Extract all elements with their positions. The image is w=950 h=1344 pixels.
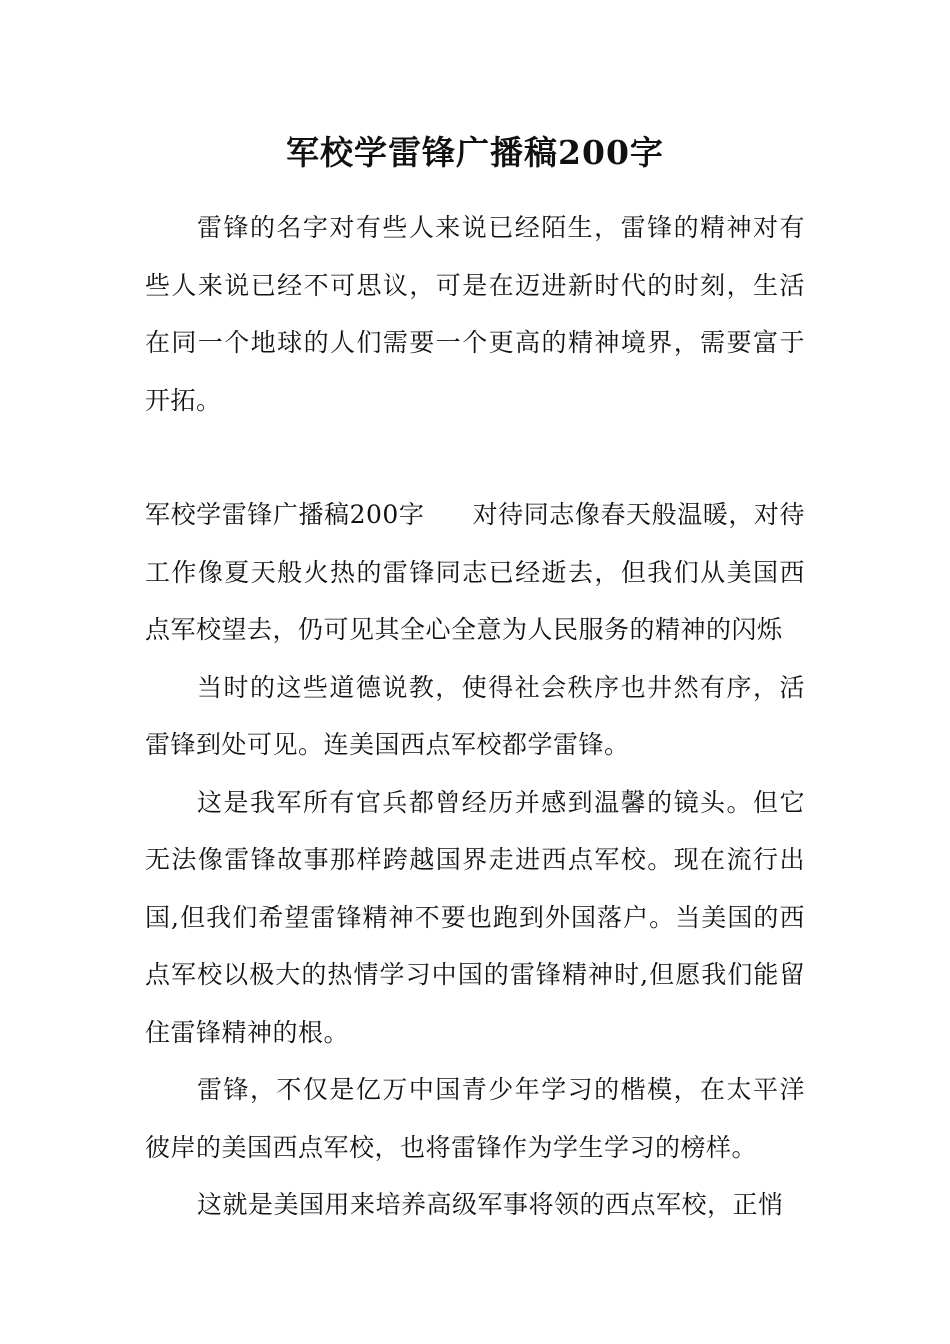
- paragraph-military-academy: 这就是美国用来培养高级军事将领的西点军校，正悄: [197, 1190, 784, 1219]
- paragraph-moral-teaching: 当时的这些道德说教，使得社会秩序也井然有序，活雷锋到处可见。连美国西点军校都学雷锋。: [145, 672, 805, 759]
- paragraph-section: [145, 486, 805, 659]
- section-text: 对待同志像春天般温暖，对待工作像夏天般火热的雷锋同志已经逝去，但我们从美国西点军校望去，仍可见其全心全意为人民服务的精神的闪烁: [145, 500, 805, 644]
- section-heading: 军校学雷锋广播稿200字: [145, 500, 425, 529]
- document-title: 军校学雷锋广播稿200字: [286, 133, 664, 172]
- paragraph-spacer: [145, 429, 805, 486]
- paragraph-role-model: 雷锋，不仅是亿万中国青少年学习的楷模，在太平洋彼岸的美国西点军校，也将雷锋作为学生学习的榜样。: [145, 1075, 805, 1162]
- paragraph-intro: 雷锋的名字对有些人来说已经陌生，雷锋的精神对有些人来说已经不可思议，可是在迈进新时代的时刻，生活在同一个地球的人们需要一个更高的精神境界，需要富于开拓。: [145, 213, 805, 415]
- paragraph-westpoint: 这是我军所有官兵都曾经历并感到温馨的镜头。但它无法像雷锋故事那样跨越国界走进西点军校。现在流行出国,但我们希望雷锋精神不要也跑到外国落户。当美国的西点军校以极大的热情学习中国的雷锋精神时,但愿我们能留住雷锋精神的根。: [145, 787, 805, 1047]
- document-body: [145, 199, 805, 1234]
